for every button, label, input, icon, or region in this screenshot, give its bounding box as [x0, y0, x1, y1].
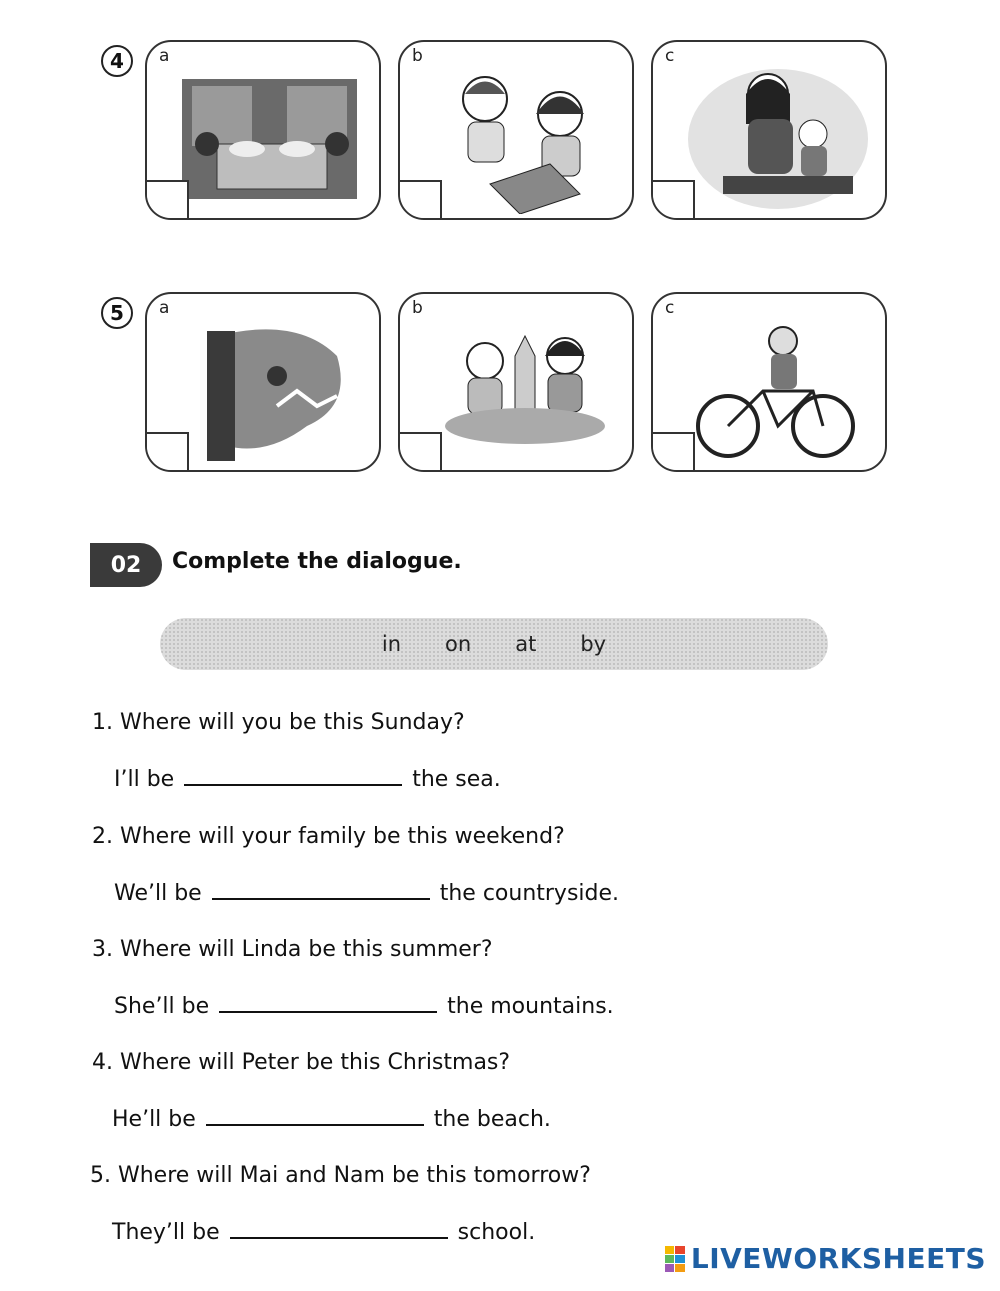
word-bank-item: in: [381, 632, 402, 656]
word-bank-item: at: [515, 632, 537, 656]
section-title: Complete the dialogue.: [172, 549, 462, 574]
answer-blank-input[interactable]: [230, 1215, 448, 1239]
answer-checkbox[interactable]: [145, 180, 189, 220]
answer-blank-input[interactable]: [184, 762, 402, 786]
painting-scene-image: [683, 64, 868, 214]
brand-name: LIVEWORKSHEETS: [690, 1242, 986, 1275]
picture-card-4c[interactable]: [651, 40, 887, 220]
bicycle-scene-image: [683, 316, 868, 466]
question-4: 4. Where will Peter be this Christmas?: [92, 1050, 511, 1075]
answer-end: school.: [457, 1220, 536, 1245]
answer-blank-input[interactable]: [212, 876, 430, 900]
answer-checkbox[interactable]: [398, 432, 442, 472]
sandcastle-scene-image: [430, 316, 615, 466]
question-2: 2. Where will your family be this weekend?: [92, 824, 565, 849]
answer-checkbox[interactable]: [398, 180, 442, 220]
question-3: 3. Where will Linda be this summer?: [92, 937, 493, 962]
answer-end: the beach.: [433, 1107, 551, 1132]
card-letter: b: [412, 298, 423, 318]
picture-card-5c[interactable]: [651, 292, 887, 472]
liveworksheets-logo-icon: [665, 1246, 685, 1272]
answer-start: We’ll be: [114, 881, 202, 906]
card-letter: a: [159, 46, 170, 66]
answer-end: the mountains.: [447, 994, 614, 1019]
answer-end: the countryside.: [439, 881, 620, 906]
card-letter: a: [159, 298, 170, 318]
card-letter: c: [665, 46, 675, 66]
answer-line-4: [112, 1102, 551, 1132]
picture-card-5a[interactable]: [145, 292, 381, 472]
card-letter: c: [665, 298, 675, 318]
answer-start: I’ll be: [114, 767, 175, 792]
word-bank-item: by: [580, 632, 607, 656]
answer-line-3: [114, 989, 614, 1019]
answer-checkbox[interactable]: [145, 432, 189, 472]
section-number-badge: 02: [90, 543, 162, 587]
word-bank-item: on: [445, 632, 472, 656]
answer-line-1: [114, 762, 501, 792]
answer-blank-input[interactable]: [219, 989, 437, 1013]
question-number-4: 4: [101, 45, 133, 77]
cave-scene-image: [177, 316, 362, 466]
picture-card-5b[interactable]: [398, 292, 634, 472]
answer-end: the sea.: [412, 767, 501, 792]
card-letter: b: [412, 46, 423, 66]
word-bank: [160, 618, 828, 670]
bedroom-scene-image: [177, 64, 362, 214]
answer-blank-input[interactable]: [206, 1102, 424, 1126]
answer-start: He’ll be: [112, 1107, 196, 1132]
answer-checkbox[interactable]: [651, 432, 695, 472]
question-number-5: 5: [101, 297, 133, 329]
question-5: 5. Where will Mai and Nam be this tomorrow?: [90, 1163, 591, 1188]
answer-checkbox[interactable]: [651, 180, 695, 220]
question-1: 1. Where will you be this Sunday?: [92, 710, 465, 735]
liveworksheets-brand: [665, 1242, 986, 1275]
picture-card-4a[interactable]: [145, 40, 381, 220]
answer-line-5: [112, 1215, 535, 1245]
picture-card-4b[interactable]: [398, 40, 634, 220]
answer-start: They’ll be: [112, 1220, 220, 1245]
chess-scene-image: [430, 64, 615, 214]
answer-line-2: [114, 876, 619, 906]
answer-start: She’ll be: [114, 994, 210, 1019]
